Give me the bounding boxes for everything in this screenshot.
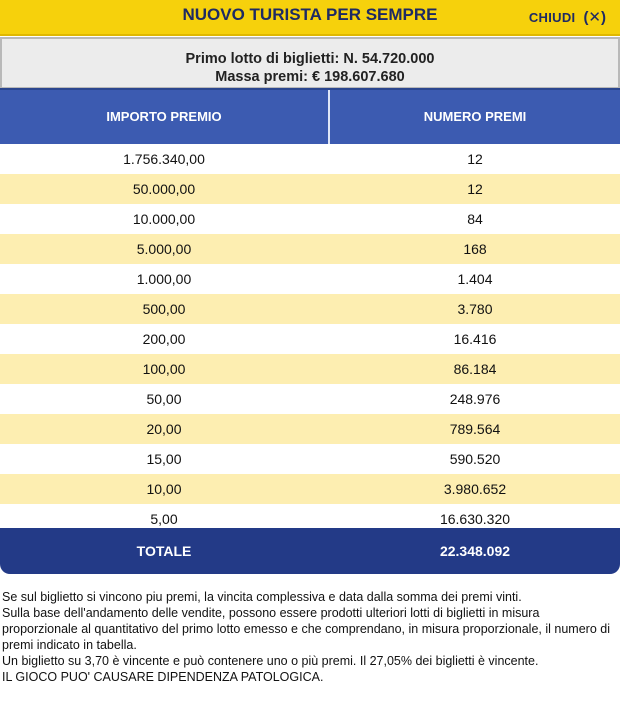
prize-count: 84 (467, 211, 483, 227)
prize-count: 3.780 (457, 301, 493, 317)
table-total-row (0, 528, 620, 574)
table-row (0, 324, 620, 354)
total-value: 22.348.092 (439, 543, 511, 559)
table-row (0, 294, 620, 324)
prize-amount: 100,00 (142, 361, 186, 377)
prize-count: 3.980.652 (443, 481, 507, 497)
table-row (0, 144, 620, 174)
table-body (0, 144, 620, 534)
prize-count: 12 (467, 181, 483, 197)
prize-amount: 5,00 (150, 511, 178, 527)
disclaimer-notes (2, 589, 612, 685)
table-row (0, 444, 620, 474)
note-gambling-warning: IL GIOCO PUO' CAUSARE DIPENDENZA PATOLOGICA. (2, 670, 324, 684)
prize-amount: 15,00 (146, 451, 182, 467)
table-row (0, 474, 620, 504)
total-label: TOTALE (136, 543, 192, 559)
prize-count: 1.404 (457, 271, 493, 287)
prize-amount: 10,00 (146, 481, 182, 497)
prize-amount: 1.756.340,00 (123, 151, 205, 167)
note-additional-lots: Sulla base dell'andamento delle vendite, possono essere prodotti ulteriori lotti di biglietti in misura proporzionale al quantitativo del primo lotto emesso e che comprendano, in misura proporzionale, il numero di premi indicato in tabella. (2, 606, 610, 652)
prize-count: 16.630.320 (439, 511, 511, 527)
table-row (0, 354, 620, 384)
prize-count: 248.976 (449, 391, 501, 407)
table-row (0, 204, 620, 234)
prize-amount: 10.000,00 (132, 211, 196, 227)
prize-amount: 1.000,00 (136, 271, 192, 287)
prize-table (0, 88, 620, 534)
table-row (0, 384, 620, 414)
table-row (0, 414, 620, 444)
prize-amount: 50,00 (146, 391, 182, 407)
prize-count: 12 (467, 151, 483, 167)
prize-count: 16.416 (453, 331, 497, 347)
note-winning-odds: Un biglietto su 3,70 è vincente e può contenere uno o più premi. Il 27,05% dei biglietti è vincente. (2, 654, 539, 668)
page-title: NUOVO TURISTA PER SEMPRE (182, 5, 438, 24)
close-label: CHIUDI (528, 9, 576, 25)
prize-amount: 20,00 (146, 421, 182, 437)
table-row (0, 264, 620, 294)
prize-pool-text: Massa premi: € 198.607.680 (215, 69, 405, 85)
column-header-numero: NUMERO PREMI (423, 109, 527, 124)
prize-count: 168 (463, 241, 487, 257)
prize-amount: 200,00 (142, 331, 186, 347)
note-multiple-prizes: Se sul biglietto si vincono piu premi, la vincita complessiva e data dalla somma dei premi vinti. (2, 590, 522, 604)
lot-tickets-text: Primo lotto di biglietti: N. 54.720.000 (185, 51, 435, 67)
table-row (0, 174, 620, 204)
table-row (0, 234, 620, 264)
prize-count: 590.520 (449, 451, 501, 467)
prize-amount: 50.000,00 (132, 181, 196, 197)
column-header-importo: IMPORTO PREMIO (106, 109, 222, 124)
title-bar (0, 0, 620, 36)
close-icon: (✕) (583, 9, 606, 26)
lot-info-box (0, 37, 620, 89)
prize-amount: 5.000,00 (136, 241, 192, 257)
prize-count: 86.184 (453, 361, 497, 377)
prize-amount: 500,00 (142, 301, 186, 317)
prize-count: 789.564 (449, 421, 501, 437)
table-header (0, 88, 620, 144)
close-button[interactable] (529, 8, 606, 26)
